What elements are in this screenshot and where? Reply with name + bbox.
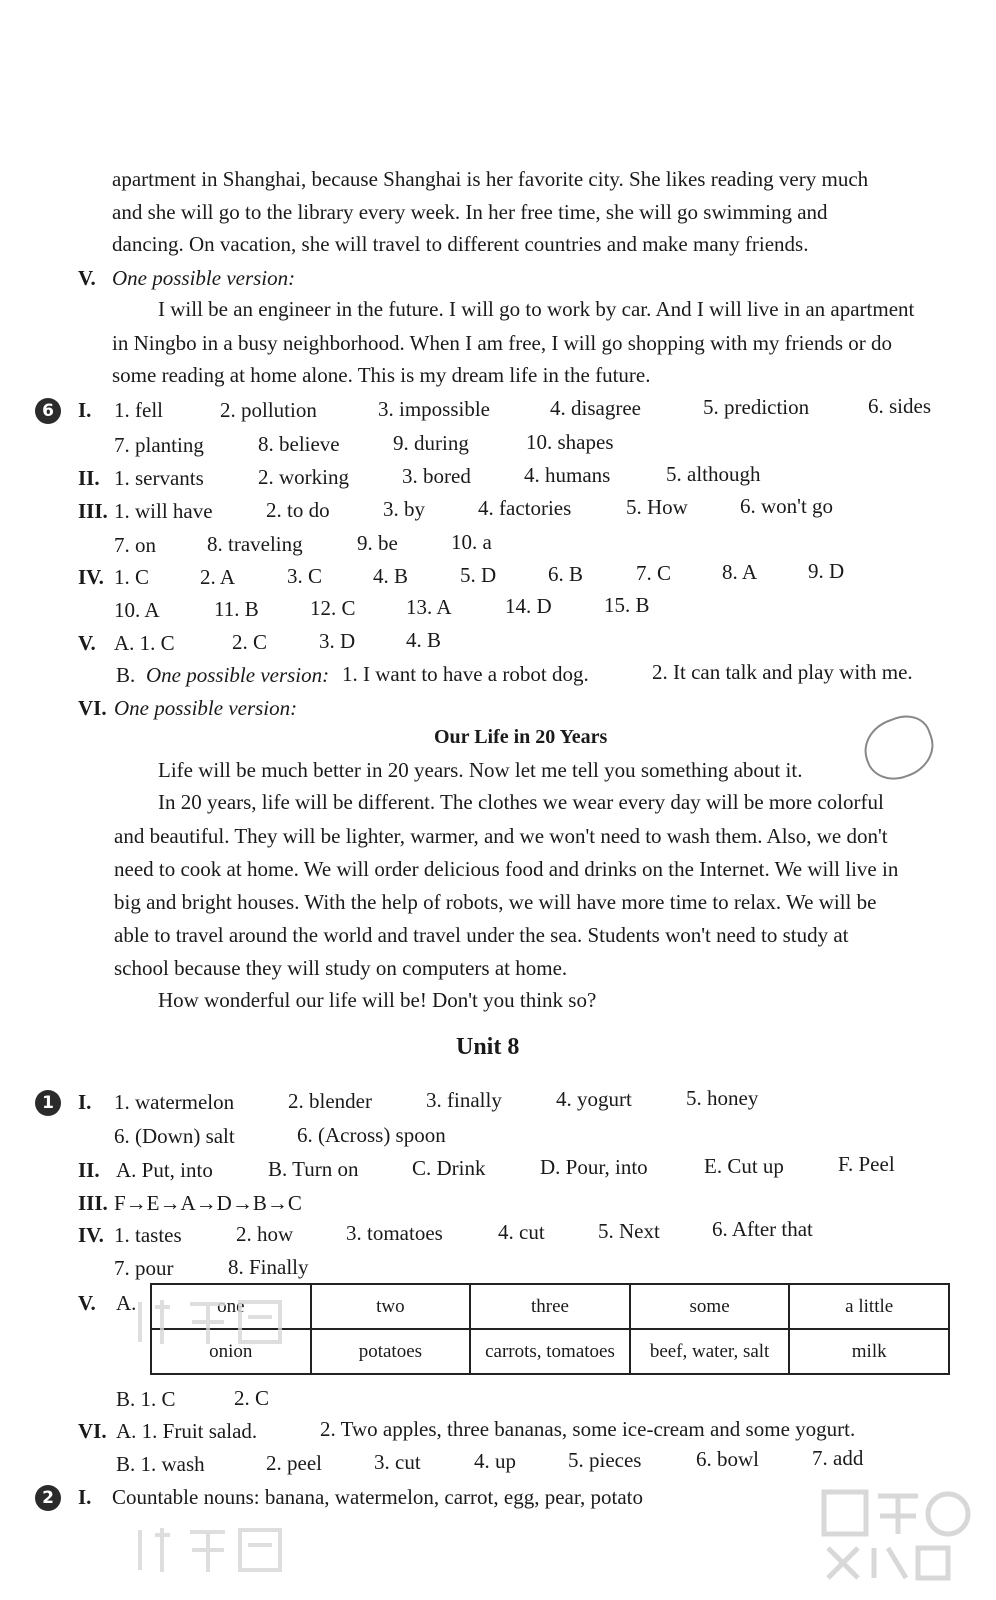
answer: 5. although <box>666 462 761 486</box>
answer: 1. tastes <box>114 1223 182 1247</box>
answer: 8. traveling <box>207 532 303 556</box>
answer: B. 1. wash <box>116 1452 205 1476</box>
section-number: IV. <box>78 1223 104 1247</box>
answer: 8. Finally <box>228 1255 309 1279</box>
table-cell: two <box>311 1284 471 1329</box>
answer: 6. After that <box>712 1217 813 1241</box>
answer: 1. will have <box>114 499 213 523</box>
essay-line: and beautiful. They will be lighter, warmer, and we won't need to wash them. Also, we don't <box>114 824 888 848</box>
answer: 3. cut <box>374 1450 421 1474</box>
answer: 3. C <box>287 564 323 588</box>
answer-prefix: B. <box>116 663 136 687</box>
answer: F. Peel <box>838 1152 895 1176</box>
answer: 4. cut <box>498 1220 545 1244</box>
section-number: I. <box>78 1090 92 1114</box>
essay-line: school because they will study on computers at home. <box>114 956 568 980</box>
answer: 5. honey <box>686 1086 759 1110</box>
unit-title: Unit 8 <box>456 1034 520 1060</box>
answer: 1. servants <box>114 466 204 490</box>
watermark-graphic <box>130 1292 300 1352</box>
answer: F→E→A→D→B→C <box>114 1191 302 1215</box>
answer: A. 1. C <box>114 631 175 655</box>
section-number: V. <box>78 1291 96 1315</box>
version-label: One possible version: <box>112 266 296 290</box>
essay-title: Our Life in 20 Years <box>434 726 608 748</box>
essay-line: Life will be much better in 20 years. Now let me tell you something about it. <box>158 758 803 782</box>
para-line: dancing. On vacation, she will travel to different countries and make many friends. <box>112 232 809 256</box>
answer: 3. by <box>383 497 425 521</box>
answer: Countable nouns: banana, watermelon, carrot, egg, pear, potato <box>112 1485 643 1509</box>
answer: 5. How <box>626 495 688 519</box>
answer: 6. sides <box>868 394 931 418</box>
answer: 3. tomatoes <box>346 1221 443 1245</box>
answer: 12. C <box>310 596 356 620</box>
answer: 4. up <box>474 1449 516 1473</box>
answer: 8. believe <box>258 432 340 456</box>
answer: 13. A <box>406 595 452 619</box>
answer: 4. B <box>406 628 442 652</box>
section-number: I. <box>78 1485 92 1509</box>
version-label: One possible version: <box>146 663 330 687</box>
answer: 2. how <box>236 1222 294 1246</box>
answer: 14. D <box>505 594 552 618</box>
answer: 10. shapes <box>526 430 614 454</box>
section-number: II. <box>78 466 100 490</box>
answer: 2. blender <box>288 1089 372 1113</box>
para-line: and she will go to the library every week. In her free time, she will go swimming and <box>112 200 828 224</box>
answer: 6. (Down) salt <box>114 1124 235 1148</box>
answer: 6. (Across) spoon <box>297 1123 446 1147</box>
answer: 4. yogurt <box>556 1087 632 1111</box>
answer: 2. working <box>258 465 349 489</box>
answer: 2. peel <box>266 1451 322 1475</box>
answer: 2. to do <box>266 498 330 522</box>
answer: 9. D <box>808 559 845 583</box>
answer: E. Cut up <box>704 1154 784 1178</box>
essay-line: How wonderful our life will be! Don't you think so? <box>158 988 597 1012</box>
answer: 10. a <box>451 530 492 554</box>
table-cell: potatoes <box>311 1329 471 1374</box>
answer: 5. prediction <box>703 395 810 419</box>
table-cell: a little <box>789 1284 949 1329</box>
answer: 5. D <box>460 563 497 587</box>
answer: 4. B <box>373 564 409 588</box>
watermark-graphic <box>130 1520 300 1580</box>
answer: 4. humans <box>524 463 611 487</box>
essay-line: able to travel around the world and travel under the sea. Students won't need to study at <box>114 923 849 947</box>
answer: 1. watermelon <box>114 1090 235 1114</box>
version-label: One possible version: <box>114 696 298 720</box>
section-badge: 1 <box>35 1090 61 1116</box>
answer: 10. A <box>114 598 160 622</box>
answer: 7. C <box>636 561 672 585</box>
section-number: II. <box>78 1158 100 1182</box>
para-line: in Ningbo in a busy neighborhood. When I am free, I will go shopping with my friends or do <box>112 331 892 355</box>
answer: 1. fell <box>114 398 163 422</box>
section-number: IV. <box>78 565 104 589</box>
answer: 5. Next <box>598 1219 660 1243</box>
answer: A. 1. Fruit salad. <box>116 1419 258 1443</box>
section-number: V. <box>78 266 96 290</box>
section-number: III. <box>78 499 108 523</box>
table-cell: some <box>630 1284 790 1329</box>
table-cell: one <box>151 1284 311 1329</box>
section-number: VI. <box>78 696 107 720</box>
answer-prefix: A. <box>116 1291 137 1315</box>
answer: 4. disagree <box>550 396 641 420</box>
answer: 7. pour <box>114 1256 174 1280</box>
table-cell: three <box>470 1284 630 1329</box>
answer: C. Drink <box>412 1156 486 1180</box>
essay-line: big and bright houses. With the help of robots, we will have more time to relax. We will be <box>114 890 877 914</box>
answer: 7. on <box>114 533 156 557</box>
answer: 3. bored <box>402 464 471 488</box>
section-badge: 6 <box>35 398 61 424</box>
answer: 6. B <box>548 562 584 586</box>
answer: D. Pour, into <box>540 1155 648 1179</box>
answer: 1. I want to have a robot dog. <box>342 662 589 686</box>
answer: 8. A <box>722 560 758 584</box>
table-cell: carrots, tomatoes <box>470 1329 630 1374</box>
para-line: some reading at home alone. This is my dream life in the future. <box>112 363 651 387</box>
table-cell: onion <box>151 1329 311 1374</box>
answer: 9. during <box>393 431 469 455</box>
section-number: V. <box>78 631 96 655</box>
section-number: III. <box>78 1191 108 1215</box>
answer: 2. pollution <box>220 398 317 422</box>
answer: 2. C <box>234 1386 270 1410</box>
section-number: I. <box>78 398 92 422</box>
answer: 2. C <box>232 630 268 654</box>
answer: 6. won't go <box>740 494 834 518</box>
answer: 3. impossible <box>378 397 491 421</box>
answer: 1. C <box>114 565 150 589</box>
table-cell: beef, water, salt <box>630 1329 790 1374</box>
answer: 15. B <box>604 593 650 617</box>
answer: B. Turn on <box>268 1157 359 1181</box>
essay-line: need to cook at home. We will order delicious food and drinks on the Internet. We will live in <box>114 857 899 881</box>
logo-watermark <box>818 1486 978 1586</box>
essay-line: In 20 years, life will be different. The clothes we wear every day will be more colorful <box>158 790 884 814</box>
para-line: I will be an engineer in the future. I will go to work by car. And I will live in an apartment <box>158 297 915 321</box>
table-cell: milk <box>789 1329 949 1374</box>
answer: 11. B <box>214 597 259 621</box>
answer: 5. pieces <box>568 1448 642 1472</box>
answer: A. Put, into <box>116 1158 213 1182</box>
answer: 2. It can talk and play with me. <box>652 660 913 684</box>
section-number: VI. <box>78 1419 107 1443</box>
answer: 4. factories <box>478 496 572 520</box>
answer: 3. finally <box>426 1088 502 1112</box>
answer: 2. A <box>200 565 236 589</box>
answer: B. 1. C <box>116 1387 176 1411</box>
section-badge: 2 <box>35 1485 61 1511</box>
para-line: apartment in Shanghai, because Shanghai is her favorite city. She likes reading very much <box>112 167 869 191</box>
answer: 9. be <box>357 531 398 555</box>
answer: 6. bowl <box>696 1447 759 1471</box>
answer: 7. planting <box>114 433 204 457</box>
stamp-icon <box>856 708 942 788</box>
answer: 7. add <box>812 1446 864 1470</box>
answer: 2. Two apples, three bananas, some ice-cream and some yogurt. <box>320 1417 856 1441</box>
answer: 3. D <box>319 629 356 653</box>
